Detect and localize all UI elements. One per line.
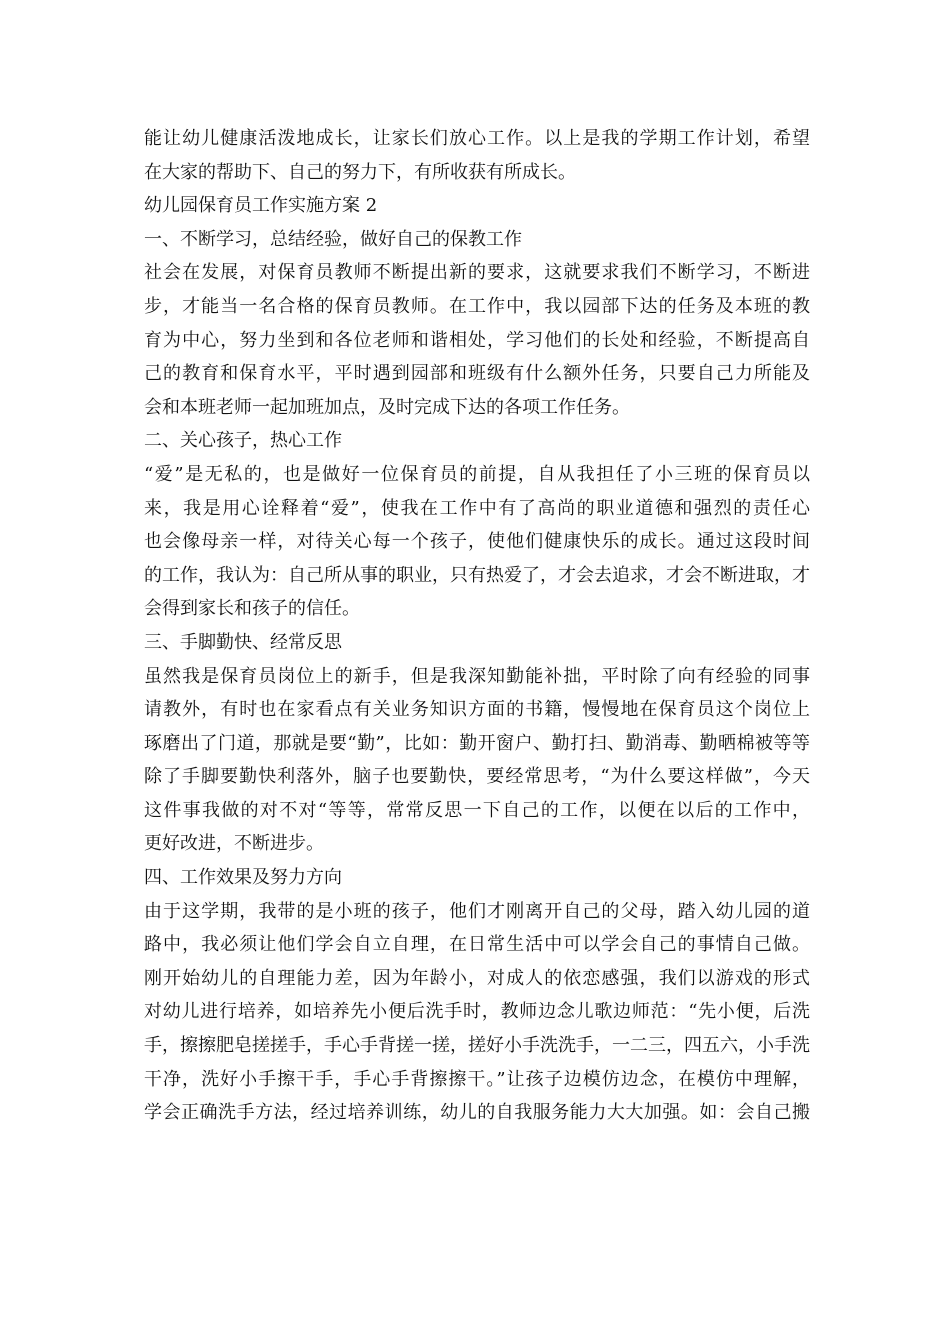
text-line: 请教外，有时也在家看点有关业务知识方面的书籍，慢慢地在保育员这个岗位上 (144, 699, 810, 721)
text-line: 更好改进，不断进步。 (144, 833, 324, 855)
text-line: 手，擦擦肥皂搓搓手，手心手背搓一搓，搓好小手洗洗手，一二三，四五六，小手洗 (144, 1035, 810, 1057)
text-line: 也会像母亲一样，对待关心每一个孩子，使他们健康快乐的成长。通过这段时间 (144, 531, 810, 553)
text-line: 社会在发展，对保育员教师不断提出新的要求，这就要求我们不断学习，不断进 (144, 262, 810, 284)
text-line: 路中，我必须让他们学会自立自理，在日常生活中可以学会自己的事情自己做。 (144, 934, 810, 956)
text-line: 育为中心，努力坐到和各位老师和谐相处，学习他们的长处和经验，不断提高自 (144, 329, 810, 351)
text-line: 能让幼儿健康活泼地成长，让家长们放心工作。以上是我的学期工作计划，希望 (144, 128, 810, 149)
text-line: 学会正确洗手方法，经过培养训练，幼儿的自我服务能力大大加强。如：会自己搬 (144, 1102, 810, 1124)
text-line: 来，我是用心诠释着“爱”，使我在工作中有了高尚的职业道德和强烈的责任心 (144, 497, 810, 519)
text-line: 二、关心孩子，热心工作 (144, 430, 342, 452)
text-line: 在大家的帮助下、自己的努力下，有所收获有所成长。 (144, 161, 576, 183)
text-line: 会得到家长和孩子的信任。 (144, 598, 360, 620)
text-line: 由于这学期，我带的是小班的孩子，他们才刚离开自己的父母，踏入幼儿园的道 (144, 900, 810, 922)
text-line: 步，才能当一名合格的保育员教师。在工作中，我以园部下达的任务及本班的教 (144, 295, 810, 317)
text-line: 除了手脚要勤快利落外，脑子也要勤快，要经常思考，“为什么要这样做”，今天 (144, 766, 810, 788)
text-line: 琢磨出了门道，那就是要“勤”，比如：勤开窗户、勤打扫、勤消毒、勤晒棉被等等 (144, 732, 810, 754)
text-line: 对幼儿进行培养，如培养先小便后洗手时，教师边念儿歌边师范：“先小便，后洗 (144, 1001, 810, 1023)
text-line: 干净，洗好小手擦干手，手心手背擦擦干。”让孩子边模仿边念，在模仿中理解， (144, 1068, 810, 1090)
text-line: 一、不断学习，总结经验，做好自己的保教工作 (144, 228, 522, 250)
text-line: 三、手脚勤快、经常反思 (144, 631, 342, 653)
text-line: 这件事我做的对不对“等等，常常反思一下自己的工作，以便在以后的工作中， (144, 799, 810, 821)
text-line: 的工作，我认为：自己所从事的职业，只有热爱了，才会去追求，才会不断进取，才 (144, 564, 810, 586)
text-line: 虽然我是保育员岗位上的新手，但是我深知勤能补拙，平时除了向有经验的同事 (144, 665, 810, 687)
text-line: 己的教育和保育水平，平时遇到园部和班级有什么额外任务，只要自己力所能及 (144, 363, 810, 385)
text-line: 刚开始幼儿的自理能力差，因为年龄小，对成人的依恋感强，我们以游戏的形式 (144, 967, 810, 989)
text-line: “爱”是无私的，也是做好一位保育员的前提，自从我担任了小三班的保育员以 (144, 463, 810, 485)
document-body (144, 122, 810, 1130)
text-line: 会和本班老师一起加班加点，及时完成下达的各项工作任务。 (144, 396, 630, 418)
text-line: 幼儿园保育员工作实施方案 2 (144, 195, 378, 217)
text-line: 四、工作效果及努力方向 (144, 867, 342, 889)
